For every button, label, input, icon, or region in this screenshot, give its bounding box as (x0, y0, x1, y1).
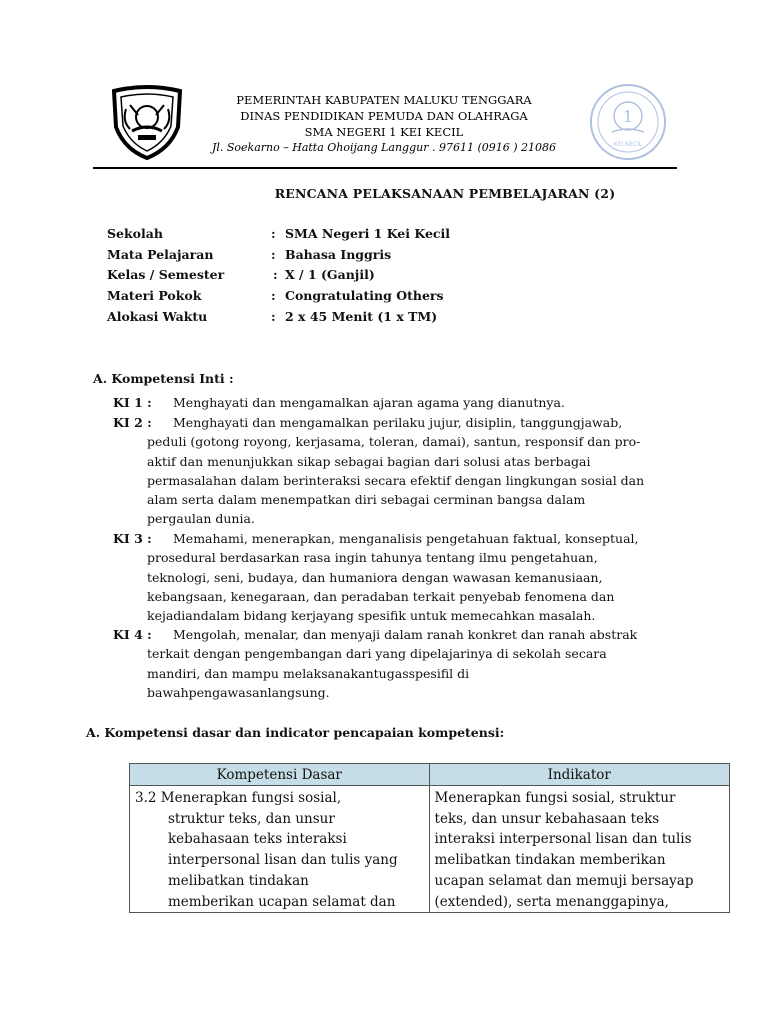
document-title: RENCANA PELAKSANAAN PEMBELAJARAN (2) (274, 186, 616, 201)
svg-text:KEI KECIL: KEI KECIL (613, 141, 643, 148)
identity-colon: : (271, 226, 276, 241)
ki-text-line: prosedural berdasarkan rasa ingin tahunya tentang ilmu pengetahuan, (147, 550, 598, 566)
ki-label: KI 4 : (113, 627, 152, 642)
regency-shield-logo (108, 85, 186, 161)
kd-line: melibatkan tindakan (168, 872, 309, 889)
letterhead-line-1: PEMERINTAH KABUPATEN MALUKU TENGGARA (236, 93, 532, 107)
identity-value: Congratulating Others (285, 288, 444, 304)
indicator-line: interaksi interpersonal lisan dan tulis (434, 831, 692, 848)
table-row (130, 786, 730, 913)
kd-cell (130, 786, 430, 913)
letterhead-line-2: DINAS PENDIDIKAN PEMUDA DAN OLAHRAGA (240, 109, 528, 123)
identity-value: X / 1 (Ganjil) (285, 267, 375, 283)
kd-line: interpersonal lisan dan tulis yang (168, 852, 398, 869)
table-header-indicator: Indikator (429, 764, 729, 786)
ki-text-line: bawahpengawasanlangsung. (147, 684, 330, 700)
identity-key: Sekolah (107, 226, 163, 241)
ki-label: KI 2 : (113, 415, 152, 430)
indicator-line: melibatkan tindakan memberikan (434, 852, 666, 869)
identity-colon: : (271, 308, 276, 324)
identity-value: 2 x 45 Menit (1 x TM) (285, 308, 438, 324)
letterhead (190, 92, 578, 156)
table-header-kd: Kompetensi Dasar (130, 764, 430, 786)
section-core-competence-heading: A. Kompetensi Inti : (93, 371, 234, 386)
kd-line: struktur teks, dan unsur (168, 810, 335, 827)
ki-text-line: Menghayati dan mengamalkan ajaran agama yang dianutnya. (173, 395, 565, 410)
identity-key: Mata Pelajaran (107, 246, 214, 262)
identity-colon: : (273, 267, 278, 283)
ki-label: KI 1 : (113, 395, 152, 410)
indicator-line: Menerapkan fungsi sosial, struktur (434, 790, 676, 806)
identity-colon: : (271, 246, 276, 262)
identity-value: SMA Negeri 1 Kei Kecil (285, 226, 451, 241)
letterhead-divider (93, 167, 677, 169)
ki-text-line: Memahami, menerapkan, menganalisis pengetahuan faktual, konseptual, (173, 531, 639, 546)
ki-text-line: peduli (gotong royong, kerjasama, toleran, damai), santun, responsif dan pro- (147, 434, 641, 450)
ki-text-line: permasalahan dalam berinteraksi secara efektif dengan lingkungan sosial dan (147, 472, 645, 488)
kd-line: memberikan ucapan selamat dan (168, 893, 396, 910)
ki-text-line: Menghayati dan mengamalkan perilaku jujur, disiplin, tanggungjawab, (173, 415, 623, 430)
competence-indicator-table (129, 763, 730, 913)
ki-text-line: pergaulan dunia. (147, 511, 255, 527)
school-seal-logo (588, 82, 668, 162)
ki-text-line: kebangsaan, kenegaraan, dan peradaban terkait penyebab fenomena dan (147, 588, 615, 604)
kd-line: 3.2 Menerapkan fungsi sosial, (135, 790, 342, 806)
letterhead-address: Jl. Soekarno – Hatta Ohoijang Langgur . 97611 (0916 ) 21086 (211, 141, 557, 154)
identity-colon: : (271, 288, 276, 304)
identity-key: Alokasi Waktu (107, 308, 208, 324)
identity-key: Kelas / Semester (107, 267, 225, 283)
indicator-line: ucapan selamat dan memuji bersayap (434, 872, 694, 889)
ki-text-line: Mengolah, menalar, dan menyaji dalam ranah konkret dan ranah abstrak (173, 627, 638, 642)
ki-text-line: kejadiandalam bidang kerjayang spesifik untuk memecahkan masalah. (147, 608, 596, 624)
letterhead-line-3: SMA NEGERI 1 KEI KECIL (304, 125, 464, 139)
ki-text-line: mandiri, dan mampu melaksanakantugasspesifil di (147, 665, 470, 681)
ki-text-line: aktif dan menunjukkan sikap sebagai bagian dari solusi atas berbagai (147, 453, 591, 469)
table-header-row (130, 764, 730, 786)
indicator-line: (extended), serta menanggapinya, (434, 893, 669, 910)
ki-text-line: teknologi, seni, budaya, dan humaniora dengan wawasan kemanusiaan, (147, 569, 603, 585)
ki-text-line: alam serta dalam menempatkan diri sebagai cerminan bangsa dalam (147, 492, 586, 508)
ki-text-line: terkait dengan pengembangan dari yang dipelajarinya di sekolah secara (147, 646, 607, 662)
svg-text:1: 1 (622, 107, 634, 126)
section-basic-competence-heading: A. Kompetensi dasar dan indicator pencapaian kompetensi: (86, 725, 505, 740)
identity-key: Materi Pokok (107, 288, 202, 304)
kd-line: kebahasaan teks interaksi (168, 831, 347, 848)
indicator-cell (429, 786, 729, 913)
identity-value: Bahasa Inggris (285, 246, 392, 262)
indicator-line: teks, dan unsur kebahasaan teks (434, 810, 660, 827)
ki-label: KI 3 : (113, 531, 152, 546)
